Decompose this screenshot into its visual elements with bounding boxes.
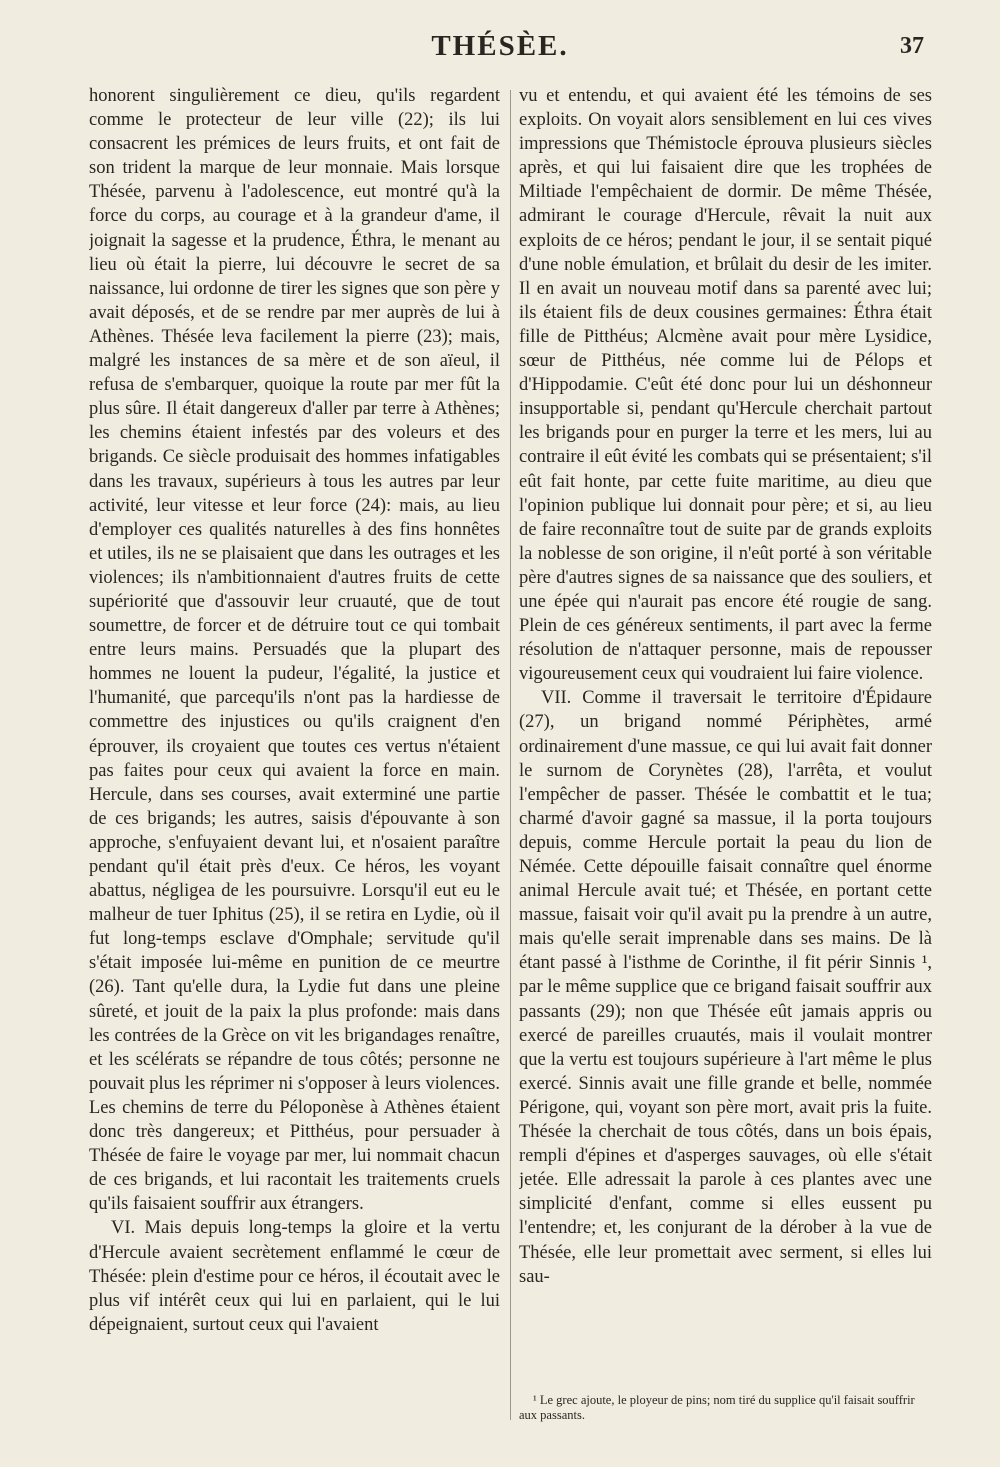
- paragraph: VI. Mais depuis long-temps la gloire et la vertu d'Hercule avaient secrètement enflammé le cœur de Thésée: plein d'estime pour ce héros, il écoutait avec le plus vif intérêt ceux qui lui en parlaient, qui le lui dépeignaient, surtout ceux qui l'avaient: [89, 1218, 500, 1335]
- column-divider: [510, 90, 511, 1420]
- left-column: [89, 84, 500, 1429]
- page-number: 37: [900, 33, 924, 59]
- page-title: THÉSÈE.: [431, 30, 569, 62]
- paragraph: vu et entendu, et qui avaient été les témoins de ses exploits. On voyait alors sensiblement en lui ces vives impressions que Thémistocle éprouva plusieurs siècles après, et qui lui faisaient dire que les trophées de Miltiade l'empêchaient de dormir. De même Thésée, admirant le courage d'Hercule, rêvait la nuit aux exploits de ce héros; pendant le jour, il se sentait piqué d'une noble émulation, et brûlait du desir de les imiter. Il en avait un nouveau motif dans sa parenté avec lui; ils étaient fils de deux cousines germaines: Éthra était fille de Pitthéus; Alcmène avait pour mère Lysidice, sœur de Pitthéus, née comme lui de Pélops et d'Hippodamie. C'eût été donc pour lui un déshonneur insupportable si, pendant qu'Hercule cherchait partout les brigands pour en purger la terre et les mers, lui au contraire il eût évité les combats qui se présentaient; s'il eût fait honte, par cette fuite maritime, au dieu que l'opinion publique lui donnait pour père; et si, au lieu de faire reconnaître tout de suite par de grands exploits la noblesse de son origine, il n'eût porté à son véritable père d'autres signes de sa naissance que des souliers, et une épée qui n'aurait pas encore été rougie de sang. Plein de ces généreux sentiments, il part avec la ferme résolution de n'attaquer personne, mais de repousser vigoureusement ceux qui voudraient lui faire violence.: [519, 86, 932, 685]
- paragraph: VII. Comme il traversait le territoire d'Épidaure (27), un brigand nommé Périphètes, armé ordinairement d'une massue, ce qui lui avait fait donner le surnom de Corynètes (28), l'arrêta, et voulut l'empêcher de passer. Thésée le combattit et le tua; charmé d'avoir gagné sa massue, il la porta toujours depuis, comme Hercule portait la peau du lion de Némée. Cette dépouille faisait connaître quel énorme animal Hercule avait tué; et Thésée, en portant cette massue, faisait voir qu'il avait pu la prendre à un autre, mais qu'elle serait imprenable dans ses mains. De là étant passé à l'isthme de Corinthe, il fit périr Sinnis ¹, par le même supplice que ce brigand faisait souffrir aux passants (29); non que Thésée eût jamais appris ou exercé de pareilles cruautés, mais il voulait montrer que la vertu est toujours supérieure à l'art même le plus exercé. Sinnis avait une fille grande et belle, nommée Périgone, qui, voyant son père mort, avait pris la fuite. Thésée la cherchait de tous côtés, dans un bois épais, rempli d'épines et d'asperges sauvages, où elle s'était jetée. Elle adressait la parole à ces plantes avec une simplicité d'enfant, comme si elles eussent pu l'entendre; et, les conjurant de la dérober à la vue de Thésée, elle leur promettait avec serment, si elles lui sau-: [519, 688, 932, 1287]
- paragraph: honorent singulièrement ce dieu, qu'ils regardent comme le protecteur de leur ville (22); ils lui consacrent les prémices de leurs fruits, et ont fait de son trident la marque de leur monnaie. Mais lorsque Thésée, parvenu à l'adolescence, eut montré qu'à la force du corps, au courage et à la grandeur d'ame, il joignait la sagesse et la prudence, Éthra, le menant au lieu où était la pierre, lui découvre le secret de sa naissance, lui ordonne de tirer les signes que son père y avait déposés, et de se rendre par mer auprès de lui à Athènes. Thésée leva facilement la pierre (23); mais, malgré les instances de sa mère et de son aïeul, il refusa de s'embarquer, quoique la route par mer fût la plus sûre. Il était dangereux d'aller par terre à Athènes; les chemins étaient infestés par des voleurs et des brigands. Ce siècle produisait des hommes infatigables dans les travaux, supérieurs à tous les autres par leur activité, leur vitesse et leur force (24): mais, au lieu d'employer ces qualités naturelles à des fins honnêtes et utiles, ils ne se plaisaient que dans les outrages et les violences; ils n'ambitionnaient d'autres fruits de cette supériorité que d'assouvir leur cruauté, que de tout soumettre, de forcer et de détruire tout ce qui tombait entre leurs mains. Persuadés que la plupart des hommes ne louent la pudeur, l'égalité, la justice et l'humanité, que parcequ'ils n'ont pas la hardiesse de commettre des injustices ou qu'ils craignent d'en éprouver, ils croyaient que toutes ces vertus n'étaient pas faites pour ceux qui avaient la force en main. Hercule, dans ses courses, avait exterminé une partie de ces brigands; les autres, saisis d'épouvante à son approche, s'enfuyaient devant lui, et n'osaient paraître pendant qu'il était près d'eux. Ce héros, les voyant abattus, négligea de les poursuivre. Lorsqu'il eut eu le malheur de tuer Iphitus (25), il se retira en Lydie, où il fut long-temps esclave d'Omphale; servitude qu'il s'était imposée lui-même en punition de ce meurtre (26). Tant qu'elle dura, la Lydie fut dans une pleine sûreté, et jouit de la paix la plus profonde: mais dans les contrées de la Grèce on vit les brigandages renaître, et les scélérats se répandre de tous côtés; personne ne pouvait plus les réprimer ni s'opposer à leurs violences. Les chemins de terre du Péloponèse à Athènes étaient donc très dangereux; et Pitthéus, pour persuader à Thésée de faire le voyage par mer, lui nommait chacun de ces brigands, et lui racontait les traitements cruels qu'ils faisaient souffrir aux étrangers.: [89, 86, 500, 1215]
- right-column: [519, 84, 932, 1429]
- footnote: ¹ Le grec ajoute, le ployeur de pins; nom tiré du supplice qu'il faisait souffrir aux passants.: [519, 1393, 915, 1422]
